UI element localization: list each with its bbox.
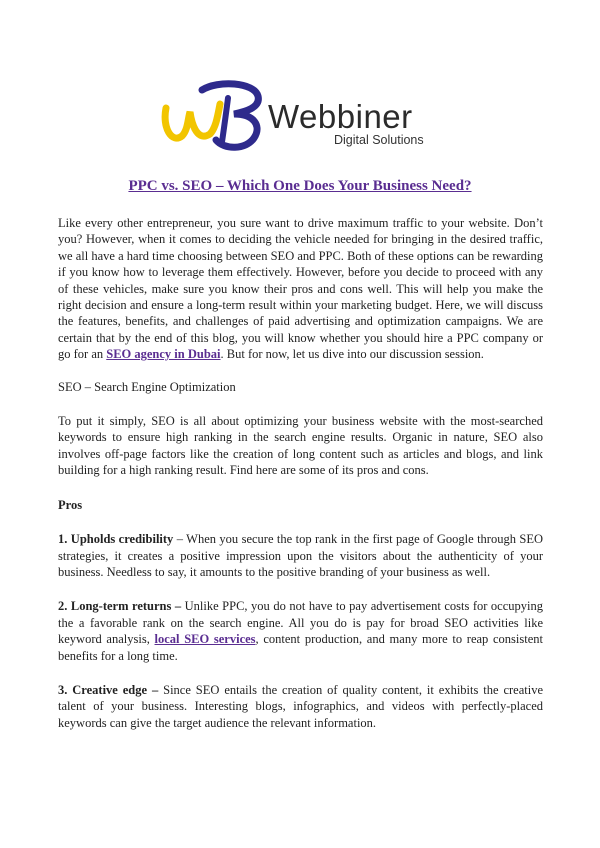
point-3-label: 3. Creative edge – xyxy=(58,682,159,697)
point-2-label: 2. Long-term returns – xyxy=(58,599,182,614)
intro-text: Like every other entrepreneur, you sure want to drive maximum traffic to your website. Don’t you? However, when it comes to deciding the vehicle needed for bringing in the desired traffic, we all have a hard time choosing between SEO and PPC. Both of these options can be rewarding if you know how to leverage them effectively. However, before you decide to proceed with any of these vehicles, make sure you know their pros and cons well. This will help you make the right decision and ensure a long-term result within your marketing budget. Here, we will discuss the features, benefits, and challenges of paid advertising and optimization campaigns. We are certain that by the end of this blog, you will know whether you should hire a PPC company or go for an xyxy=(58,216,543,362)
pros-heading xyxy=(58,497,543,513)
webbiner-logo-mark-icon xyxy=(158,78,268,154)
point-1-label: 1. Upholds credibility xyxy=(58,532,174,547)
point-3 xyxy=(58,682,543,731)
page-title: PPC vs. SEO – Which One Does Your Business Need? xyxy=(128,178,472,194)
article-body xyxy=(58,215,543,731)
seo-heading: SEO – Search Engine Optimization xyxy=(58,379,236,394)
intro-paragraph xyxy=(58,215,543,363)
point-3-text: Since SEO entails the creation of quality content, it exhibits the creative talent of your business. Interesting blogs, infographics, and videos with perfectly-placed keywords can give the target audience the relevant information. xyxy=(58,682,543,730)
logo-name: Webbiner xyxy=(268,98,413,135)
seo-paragraph: To put it simply, SEO is all about optimizing your business website with the most-searched keywords to ensure high ranking in the search engine results. Organic in nature, SEO also involves off-page factors like the creation of long content such as articles and blogs, and link building for a high ranking result. Find here are some of its pros and cons. xyxy=(58,414,543,478)
seo-agency-link[interactable]: SEO agency in Dubai xyxy=(106,347,221,362)
pros-heading-text: Pros xyxy=(58,497,83,512)
point-2-after-text: , content production, and many more to reap consistent benefits for a long time. xyxy=(58,632,543,663)
point-2-text: Unlike PPC, you do not have to pay advertisement costs for occupying the a favorable rank on the search engine. All you do is pay for broad SEO activities like keyword analysis, xyxy=(58,599,543,647)
point-1-text: – When you secure the top rank in the first page of Google through SEO strategies, it creates a positive impression upon the visitors about the authenticity of your business. Needless to say, it amounts to the positive branding of your business as well. xyxy=(58,532,543,579)
point-2 xyxy=(58,598,543,664)
logo-tagline: Digital Solutions xyxy=(334,133,424,147)
local-seo-services-link[interactable]: local SEO services xyxy=(154,632,256,647)
company-logo xyxy=(158,78,448,154)
point-1 xyxy=(58,531,543,580)
intro-after-text: . But for now, let us dive into our discussion session. xyxy=(220,347,484,362)
